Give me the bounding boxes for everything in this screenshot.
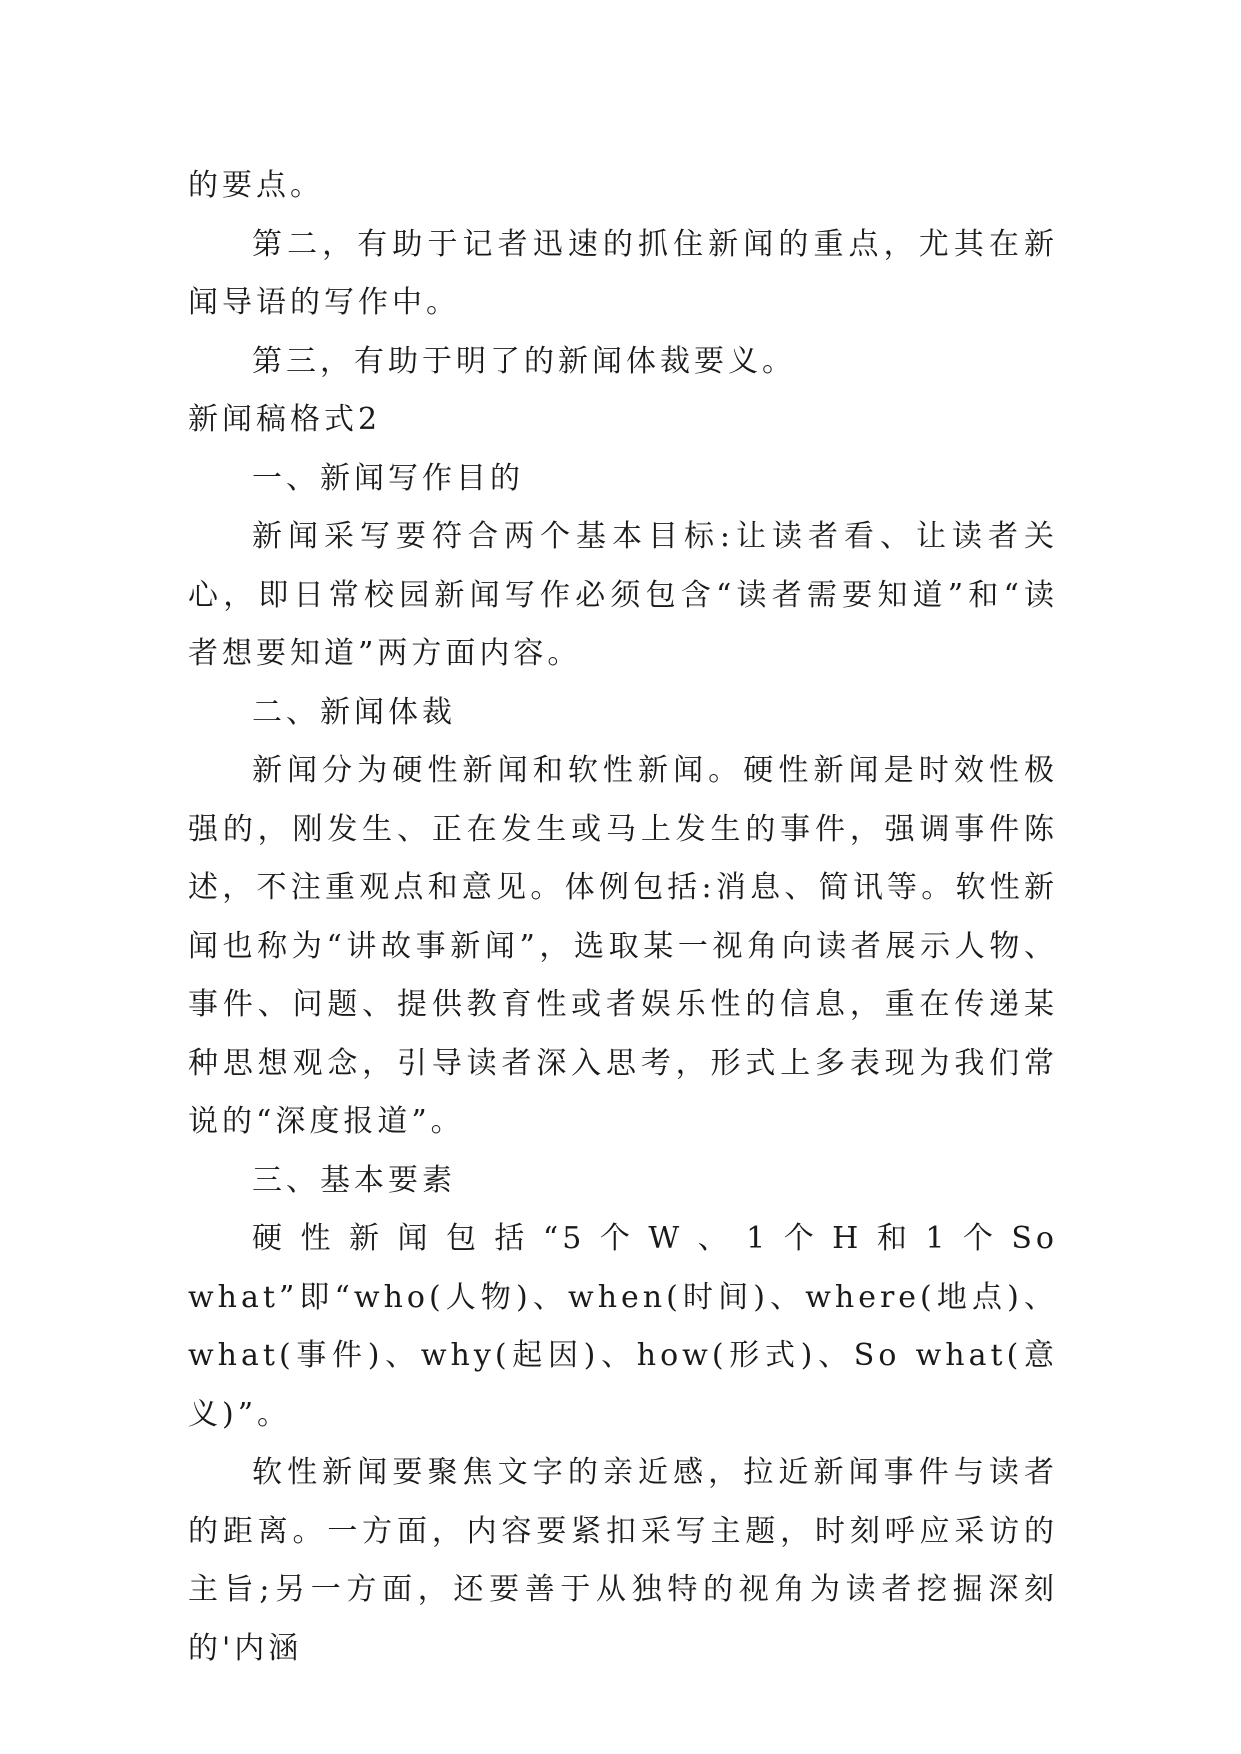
paragraph-second-point: 第二，有助于记者迅速的抓住新闻的重点，尤其在新闻导语的写作中。 <box>188 226 1058 320</box>
subheading-genre: 二、新闻体裁 <box>252 694 456 730</box>
paragraph-genre: 新闻分为硬性新闻和软性新闻。硬性新闻是时效性极强的，刚发生、正在发生或马上发生的事件，强调事件陈述，不注重观点和意见。体例包括:消息、简讯等。软性新闻也称为“讲故事新闻”，选取某一视角向读者展示人物、事件、问题、提供教育性或者娱乐性的信息，重在传递某种思想观念，引导读者深入思考，形式上多表现为我们常说的“深度报道”。 <box>188 753 1058 1139</box>
paragraph-third-point: 第三，有助于明了的新闻体裁要义。 <box>252 343 796 379</box>
subheading-elements: 三、基本要素 <box>252 1162 456 1198</box>
subheading-purpose: 一、新闻写作目的 <box>252 460 524 496</box>
paragraph-continuation: 的要点。 <box>188 168 324 203</box>
paragraph-purpose: 新闻采写要符合两个基本目标:让读者看、让读者关心，即日常校园新闻写作必须包含“读者需要知道”和“读者想要知道”两方面内容。 <box>188 519 1058 671</box>
document-body <box>188 157 1058 1678</box>
paragraph-soft-news: 软性新闻要聚焦文字的亲近感，拉近新闻事件与读者的距离。一方面，内容要紧扣采写主题，时刻呼应采访的主旨;另一方面，还要善于从独特的视角为读者挖掘深刻的'内涵 <box>188 1455 1058 1666</box>
section-title: 新闻稿格式2 <box>188 402 382 437</box>
paragraph-hard-news-elements: 硬性新闻包括“5个W、1个H和1个So what”即“who(人物)、when(时间)、where(地点)、what(事件)、why(起因)、how(形式)、So what(意义)”。 <box>188 1221 1058 1432</box>
